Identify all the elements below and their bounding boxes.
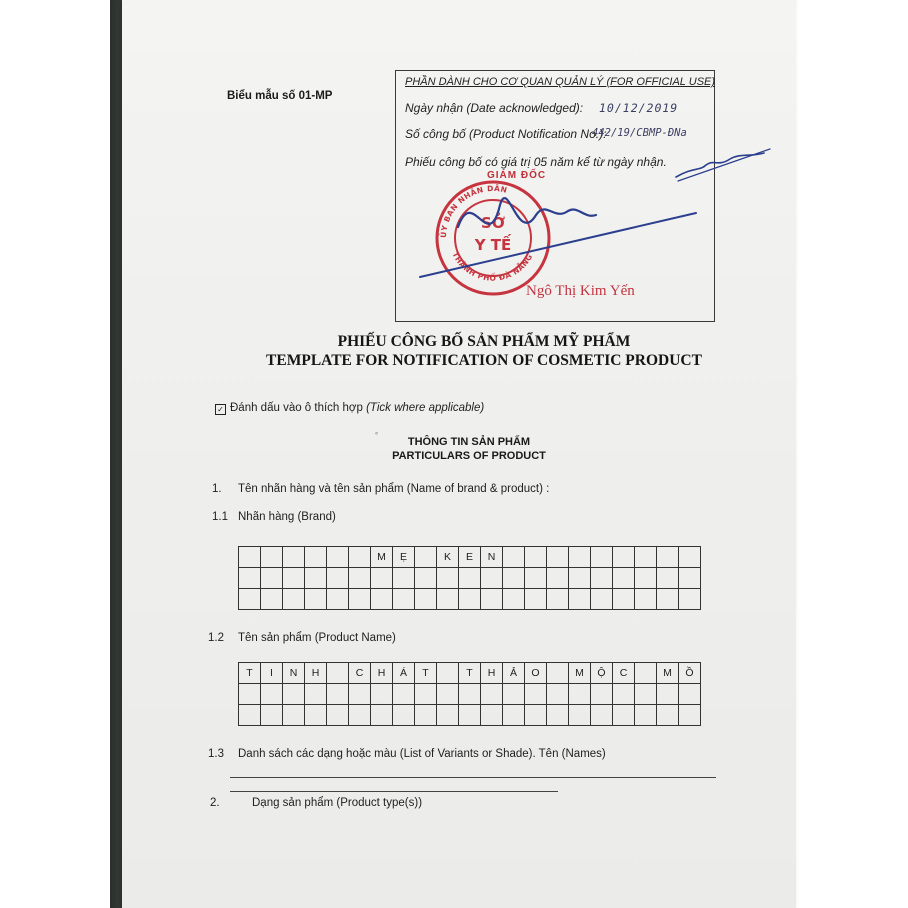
grid-cell [305, 684, 327, 705]
grid-cell [481, 589, 503, 610]
grid-cell [503, 589, 525, 610]
grid-cell: I [261, 663, 283, 684]
section-title-en: PARTICULARS OF PRODUCT [392, 450, 546, 462]
grid-cell [327, 684, 349, 705]
grid-cell [503, 705, 525, 726]
grid-cell: E [459, 547, 481, 568]
grid-cell [459, 589, 481, 610]
paper-mark: ° [375, 431, 379, 440]
grid-cell [371, 684, 393, 705]
grid-cell [525, 547, 547, 568]
grid-cell [525, 684, 547, 705]
grid-cell [283, 547, 305, 568]
grid-cell [657, 589, 679, 610]
grid-cell: M [657, 663, 679, 684]
grid-cell [393, 684, 415, 705]
grid-cell: N [283, 663, 305, 684]
grid-cell [349, 705, 371, 726]
grid-cell [679, 705, 701, 726]
item-number: 1.2 [208, 632, 224, 644]
grid-cell [283, 684, 305, 705]
grid-cell [503, 547, 525, 568]
grid-cell [547, 547, 569, 568]
grid-cell [415, 705, 437, 726]
item-1 [212, 483, 549, 495]
grid-cell [327, 663, 349, 684]
item-1-1 [212, 511, 336, 523]
grid-cell [371, 589, 393, 610]
grid-cell [349, 547, 371, 568]
grid-cell: Ả [503, 663, 525, 684]
grid-cell [283, 568, 305, 589]
grid-cell [393, 705, 415, 726]
grid-cell [371, 705, 393, 726]
form-code: Biểu mẫu số 01-MP [227, 90, 333, 102]
grid-cell: Ồ [679, 663, 701, 684]
document-title-en: TEMPLATE FOR NOTIFICATION OF COSMETIC PRODUCT [266, 352, 702, 369]
grid-cell [327, 568, 349, 589]
grid-cell [657, 705, 679, 726]
grid-cell [547, 663, 569, 684]
grid-cell: C [349, 663, 371, 684]
director-title: GIÁM ĐỐC [487, 170, 547, 181]
grid-cell [349, 589, 371, 610]
grid-cell [481, 684, 503, 705]
grid-cell: K [437, 547, 459, 568]
item-1-3 [208, 748, 606, 760]
grid-cell [305, 568, 327, 589]
grid-cell [525, 589, 547, 610]
svg-text:SỞ: SỞ [481, 214, 505, 232]
grid-cell [591, 589, 613, 610]
grid-cell [415, 589, 437, 610]
grid-cell [261, 705, 283, 726]
grid-cell: T [415, 663, 437, 684]
grid-cell [415, 684, 437, 705]
grid-cell [503, 684, 525, 705]
grid-cell [569, 589, 591, 610]
grid-cell [239, 568, 261, 589]
item-label: Tên sản phẩm (Product Name) [238, 632, 396, 644]
grid-cell [569, 568, 591, 589]
grid-cell [547, 568, 569, 589]
item-label: Tên nhãn hàng và tên sản phẩm (Name of brand & product) : [238, 483, 550, 495]
grid-cell [393, 589, 415, 610]
grid-cell: H [305, 663, 327, 684]
document-title-vn: PHIẾU CÔNG BỐ SẢN PHẨM MỸ PHẨM [337, 333, 631, 350]
tick-instruction-en: (Tick where applicable) [366, 402, 485, 414]
item-1-2 [208, 632, 396, 644]
date-acknowledged-value: 10/12/2019 [599, 101, 679, 115]
grid-cell [481, 568, 503, 589]
svg-text:Y TẾ: Y TẾ [474, 236, 512, 254]
grid-cell [569, 547, 591, 568]
grid-cell [569, 705, 591, 726]
grid-cell [657, 568, 679, 589]
grid-cell: Á [393, 663, 415, 684]
grid-cell [679, 568, 701, 589]
grid-cell [437, 568, 459, 589]
item-number: 2. [210, 797, 220, 809]
grid-cell [635, 705, 657, 726]
grid-cell [547, 705, 569, 726]
section-title-vn: THÔNG TIN SẢN PHẨM [407, 436, 531, 448]
item-number: 1.1 [212, 511, 228, 523]
grid-cell [283, 589, 305, 610]
seal-ring-bottom: THÀNH PHỐ ĐÀ NẴNG [450, 250, 535, 283]
grid-cell [481, 705, 503, 726]
grid-cell [503, 568, 525, 589]
notification-number-label: Số công bố (Product Notification No.): [405, 127, 607, 141]
grid-cell [261, 547, 283, 568]
grid-cell [437, 705, 459, 726]
tick-instruction-vn: Đánh dấu vào ô thích hợp [230, 402, 363, 414]
grid-cell: C [613, 663, 635, 684]
grid-cell: N [481, 547, 503, 568]
grid-cell [459, 705, 481, 726]
grid-cell [239, 589, 261, 610]
notification-number-value: 442/19/CBMP-ĐNa [592, 127, 687, 139]
item-label: Danh sách các dạng hoặc màu (List of Variants or Shade). Tên (Names) [238, 748, 606, 760]
item-number: 1. [212, 483, 222, 495]
tick-instruction [215, 402, 484, 415]
item-label: Nhãn hàng (Brand) [238, 511, 336, 523]
grid-cell [371, 568, 393, 589]
grid-cell [591, 568, 613, 589]
grid-cell [679, 684, 701, 705]
official-heading: PHẦN DÀNH CHO CƠ QUAN QUẢN LÝ (FOR OFFICIAL USE) [405, 76, 716, 88]
signer-name: Ngô Thị Kim Yến [526, 283, 635, 299]
grid-cell: Ộ [591, 663, 613, 684]
grid-cell [349, 568, 371, 589]
grid-cell [591, 705, 613, 726]
grid-cell [591, 547, 613, 568]
item-2 [210, 797, 422, 809]
grid-cell: T [459, 663, 481, 684]
grid-cell [679, 589, 701, 610]
grid-cell [613, 684, 635, 705]
grid-cell [327, 589, 349, 610]
grid-cell [591, 684, 613, 705]
grid-cell [305, 547, 327, 568]
grid-cell [635, 684, 657, 705]
brand-grid [238, 546, 701, 610]
grid-cell [679, 547, 701, 568]
grid-cell [261, 589, 283, 610]
grid-cell: H [371, 663, 393, 684]
checkbox-checked-icon: ✓ [215, 404, 226, 415]
grid-cell [393, 568, 415, 589]
grid-cell [261, 684, 283, 705]
grid-cell [613, 568, 635, 589]
grid-cell [657, 684, 679, 705]
item-label: Dạng sản phẩm (Product type(s)) [252, 797, 423, 809]
grid-cell [437, 663, 459, 684]
grid-cell [525, 568, 547, 589]
grid-cell: H [481, 663, 503, 684]
grid-cell [657, 547, 679, 568]
grid-cell [613, 589, 635, 610]
director-signature-icon [418, 145, 778, 285]
grid-cell [525, 705, 547, 726]
grid-cell [349, 684, 371, 705]
grid-cell [239, 705, 261, 726]
grid-cell: O [525, 663, 547, 684]
grid-cell [547, 589, 569, 610]
date-acknowledged-label: Ngày nhận (Date acknowledged): [405, 101, 584, 115]
grid-cell [305, 705, 327, 726]
grid-cell [305, 589, 327, 610]
item-number: 1.3 [208, 748, 224, 760]
grid-cell: T [239, 663, 261, 684]
grid-cell [437, 684, 459, 705]
product-name-grid [238, 662, 701, 726]
grid-cell: M [371, 547, 393, 568]
grid-cell: Ẹ [393, 547, 415, 568]
grid-cell [459, 684, 481, 705]
grid-cell [261, 568, 283, 589]
seal-ring-top: ỦY BAN NHÂN DÂN [438, 183, 509, 239]
validity-text: Phiếu công bố có giá trị 05 năm kể từ ngày nhận. [405, 155, 667, 169]
grid-cell [569, 684, 591, 705]
grid-cell: M [569, 663, 591, 684]
grid-cell [635, 589, 657, 610]
grid-cell [283, 705, 305, 726]
grid-cell [415, 568, 437, 589]
grid-cell [327, 705, 349, 726]
variants-line-1 [230, 777, 716, 778]
grid-cell [635, 568, 657, 589]
grid-cell [613, 705, 635, 726]
grid-cell [415, 547, 437, 568]
variants-line-2 [230, 791, 558, 792]
grid-cell [635, 547, 657, 568]
grid-cell [239, 684, 261, 705]
grid-cell [239, 547, 261, 568]
grid-cell [437, 589, 459, 610]
grid-cell [613, 547, 635, 568]
grid-cell [547, 684, 569, 705]
grid-cell [327, 547, 349, 568]
grid-cell [635, 663, 657, 684]
grid-cell [459, 568, 481, 589]
